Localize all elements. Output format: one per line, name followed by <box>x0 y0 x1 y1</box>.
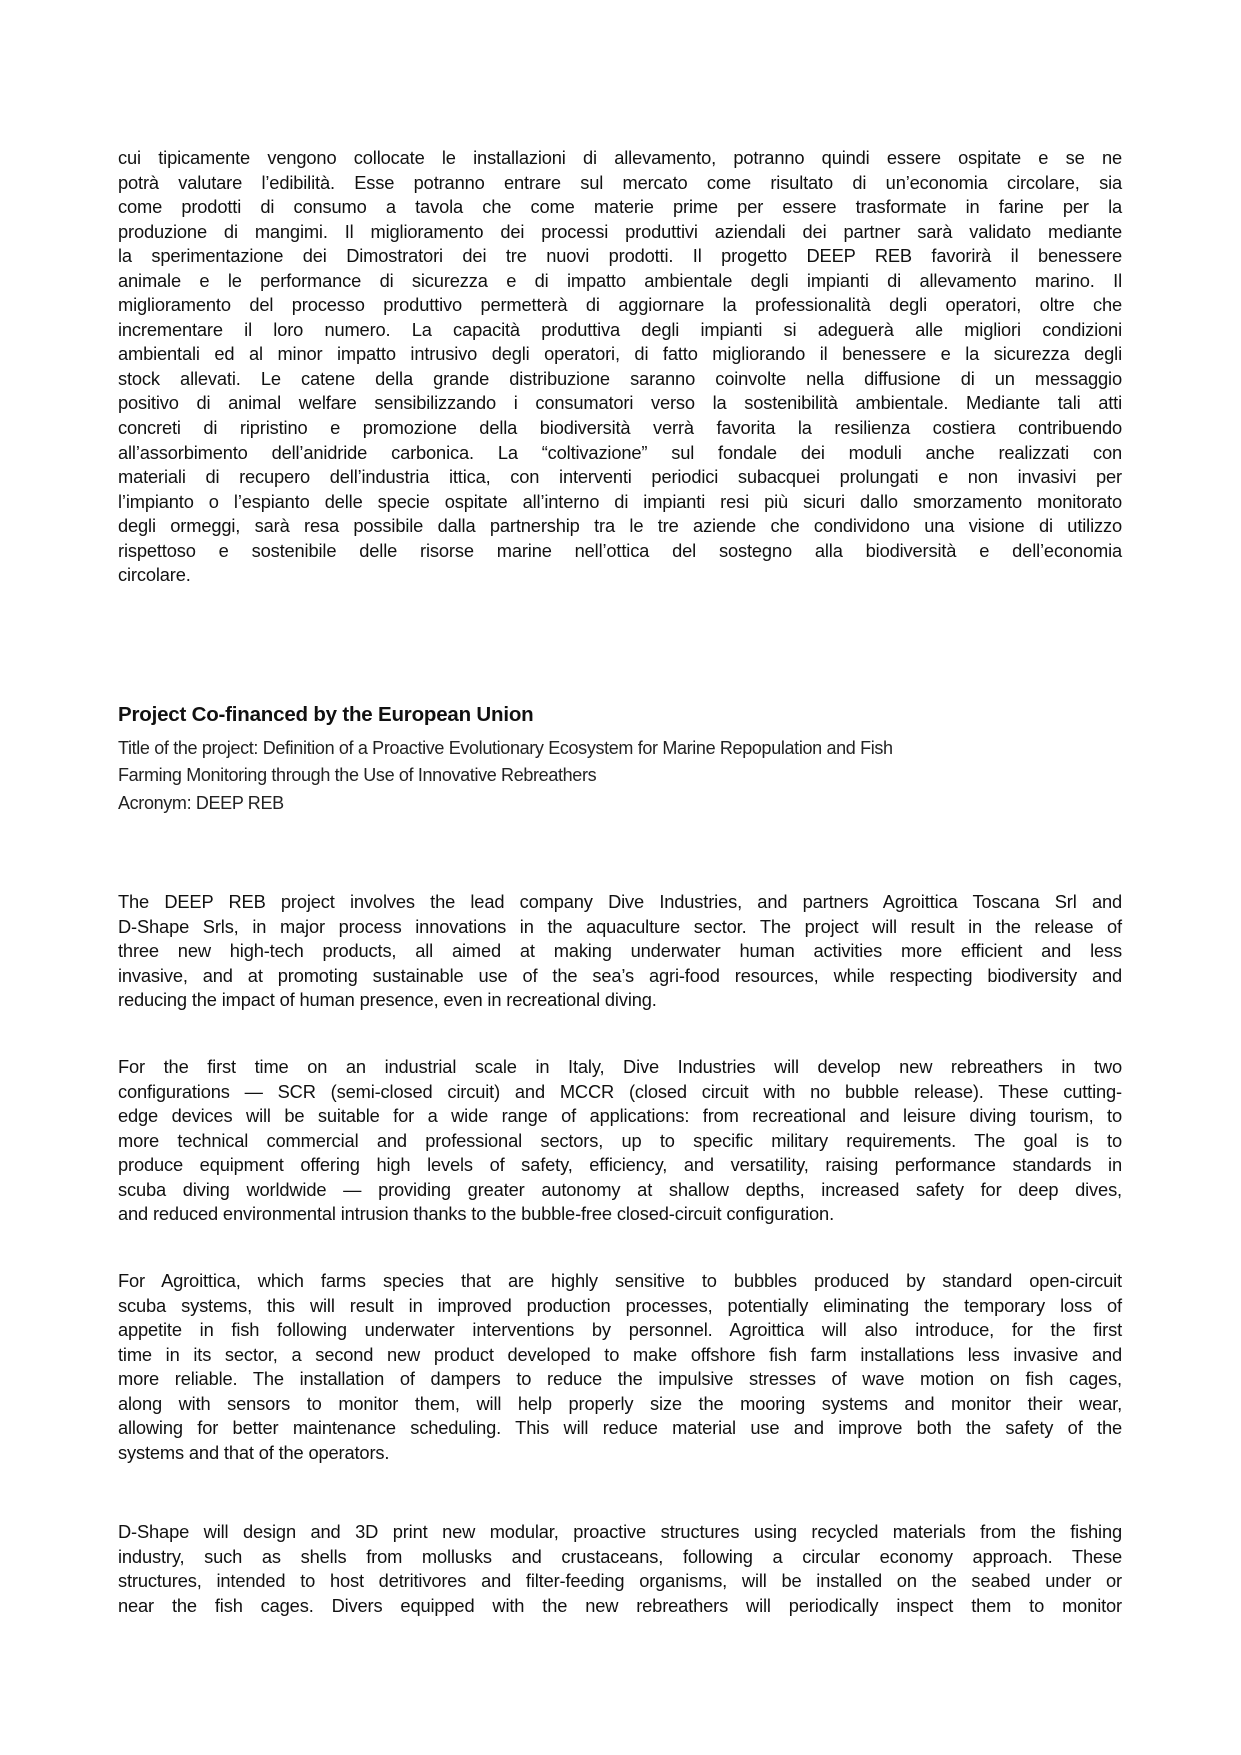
english-paragraph-1 <box>118 890 1122 1013</box>
text-line: come prodotti di consumo a tavola che come materie prime per essere trasformate in farine per la <box>118 196 1122 218</box>
project-acronym: Acronym: DEEP REB <box>118 793 284 813</box>
text-line: three new high-tech products, all aimed at making underwater human activities more efficient and less <box>118 940 1122 962</box>
text-line: animale e le performance di sicurezza e di impatto ambientale degli impianti di allevamento marino. Il <box>118 269 1122 291</box>
italian-paragraph <box>118 146 1122 588</box>
text-line: rispettoso e sostenibile delle risorse marine nell’ottica del sostegno alla biodiversità e dell’economia <box>118 539 1122 561</box>
text-line: appetite in fish following underwater interventions by personnel. Agroittica will also introduce, for the first <box>118 1319 1122 1341</box>
project-title-line-1: Title of the project: Definition of a Proactive Evolutionary Ecosystem for Marine Repopulation and Fish <box>118 738 893 758</box>
english-paragraph-3 <box>118 1269 1122 1465</box>
text-line: incrementare il loro numero. La capacità produttiva degli impianti si adeguerà alle migliori condizioni <box>118 318 1122 340</box>
text-line: configurations — SCR (semi-closed circuit) and MCCR (closed circuit with no bubble release). These cutting- <box>118 1080 1122 1102</box>
text-line: more reliable. The installation of dampers to reduce the impulsive stresses of wave motion on fish cages, <box>118 1368 1122 1390</box>
section-heading: Project Co-financed by the European Union <box>118 703 534 726</box>
text-line: structures, intended to host detritivores and filter-feeding organisms, will be installed on the seabed under or <box>118 1570 1122 1592</box>
text-line: industry, such as shells from mollusks and crustaceans, following a circular economy approach. These <box>118 1545 1122 1567</box>
text-line: scuba diving worldwide — providing greater autonomy at shallow depths, increased safety for deep dives, <box>118 1178 1122 1200</box>
text-line: ambientali ed al minor impatto intrusivo degli operatori, di fatto migliorando il benessere e la sicurezza degli <box>118 343 1122 365</box>
text-line: invasive, and at promoting sustainable use of the sea’s agri-food resources, while respecting biodiversity and <box>118 964 1122 986</box>
text-line: near the fish cages. Divers equipped with the new rebreathers will periodically inspect them to monitor <box>118 1594 1122 1616</box>
english-paragraph-4 <box>118 1520 1122 1618</box>
text-line: stock allevati. Le catene della grande distribuzione saranno coinvolte nella diffusione di un messaggio <box>118 367 1122 389</box>
text-line: reducing the impact of human presence, even in recreational diving. <box>118 989 657 1011</box>
text-line: time in its sector, a second new product developed to make offshore fish farm installations less invasive and <box>118 1343 1122 1365</box>
text-line: cui tipicamente vengono collocate le installazioni di allevamento, potranno quindi essere ospitate e se ne <box>118 147 1122 168</box>
text-line: systems and that of the operators. <box>118 1441 390 1463</box>
text-line: all’assorbimento dell’anidride carbonica. La “coltivazione” sul fondale dei moduli anche realizzati con <box>118 441 1122 463</box>
text-line: edge devices will be suitable for a wide range of applications: from recreational and leisure diving tourism, to <box>118 1105 1122 1127</box>
text-line: materiali di recupero dell’industria ittica, con interventi periodici subacquei prolungati e non invasivi per <box>118 466 1122 488</box>
project-title-line-2: Farming Monitoring through the Use of Innovative Rebreathers <box>118 765 597 785</box>
text-line: miglioramento del processo produttivo permetterà di aggiornare la professionalità degli operatori, oltre che <box>118 294 1122 316</box>
text-line: allowing for better maintenance scheduling. This will reduce material use and improve both the safety of the <box>118 1417 1122 1439</box>
text-line: concreti di ripristino e promozione della biodiversità verrà favorita la resilienza costiera contribuendo <box>118 417 1122 439</box>
text-line: positivo di animal welfare sensibilizzando i consumatori verso la sostenibilità ambientale. Mediante tali atti <box>118 392 1122 414</box>
text-line: circolare. <box>118 564 191 586</box>
text-line: potrà valutare l’edibilità. Esse potranno entrare sul mercato come risultato di un’economia circolare, sia <box>118 171 1122 193</box>
text-line: For the first time on an industrial scale in Italy, Dive Industries will develop new rebreathers in two <box>118 1056 1122 1077</box>
text-line: D-Shape Srls, in major process innovations in the aquaculture sector. The project will result in the release of <box>118 915 1122 937</box>
text-line: produce equipment offering high levels of safety, efficiency, and versatility, raising performance standards in <box>118 1154 1122 1176</box>
english-paragraph-2 <box>118 1055 1122 1227</box>
text-line: For Agroittica, which farms species that are highly sensitive to bubbles produced by standard open-circuit <box>118 1270 1122 1291</box>
text-line: degli ormeggi, sarà resa possibile dalla partnership tra le tre aziende che condividono una visione di utilizzo <box>118 515 1122 537</box>
text-line: scuba systems, this will result in improved production processes, potentially eliminating the temporary loss of <box>118 1294 1122 1316</box>
text-line: produzione di mangimi. Il miglioramento dei processi produttivi aziendali dei partner sarà validato mediante <box>118 220 1122 242</box>
text-line: more technical commercial and professional sectors, up to specific military requirements. The goal is to <box>118 1129 1122 1151</box>
text-line: la sperimentazione dei Dimostratori dei tre nuovi prodotti. Il progetto DEEP REB favorirà il benessere <box>118 245 1122 267</box>
text-line: l’impianto o l’espianto delle specie ospitate all’interno di impianti resi più sicuri dallo smorzamento monitorato <box>118 490 1122 512</box>
text-line: The DEEP REB project involves the lead company Dive Industries, and partners Agroittica Toscana Srl and <box>118 891 1122 912</box>
text-line: and reduced environmental intrusion thanks to the bubble-free closed-circuit configuration. <box>118 1203 834 1225</box>
text-line: D-Shape will design and 3D print new modular, proactive structures using recycled materials from the fishing <box>118 1521 1122 1542</box>
text-line: along with sensors to monitor them, will help properly size the mooring systems and monitor their wear, <box>118 1392 1122 1414</box>
